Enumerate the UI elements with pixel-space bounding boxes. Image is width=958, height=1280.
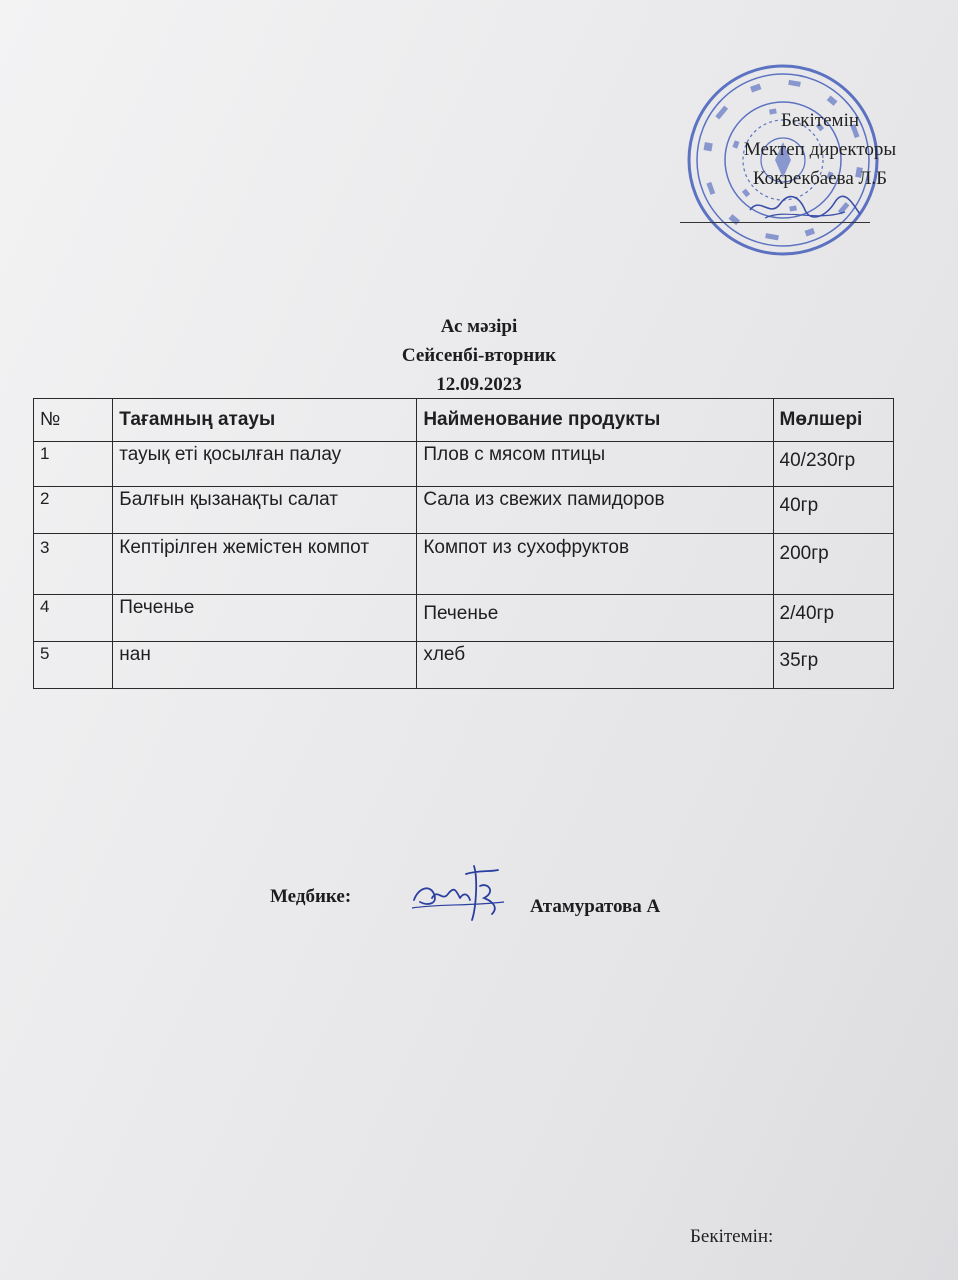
table-row [34, 487, 894, 534]
table-row [34, 534, 894, 595]
header-num: № [34, 399, 113, 442]
table-row [34, 442, 894, 487]
row-dish-kz: тауық еті қосылған палау [113, 442, 417, 487]
approval-block [720, 106, 920, 193]
menu-day: Сейсенбі-вторник [401, 345, 557, 366]
footer-approval: Бекітемін: [690, 1226, 774, 1247]
row-quantity: 200гр [773, 534, 893, 595]
menu-heading: Ас мәзірі [440, 316, 518, 337]
table-header-row [34, 399, 894, 442]
approval-position: Мектеп директоры [743, 139, 897, 160]
row-quantity: 40гр [773, 487, 893, 534]
row-dish-kz: Кептірілген жемістен компот [113, 534, 417, 595]
approval-title: Бекітемін [780, 110, 860, 131]
row-num: 2 [34, 487, 113, 534]
nurse-name: Атамуратова А [530, 896, 661, 917]
approval-signature-line [680, 222, 870, 223]
row-dish-ru: Компот из сухофруктов [417, 534, 773, 595]
row-dish-kz: нан [113, 642, 417, 689]
approval-director-name: Кокрекбаева Л.Б [752, 168, 888, 189]
row-dish-ru: Плов с мясом птицы [417, 442, 773, 487]
row-num: 4 [34, 595, 113, 642]
nurse-signature-icon [408, 858, 508, 928]
row-dish-kz: Балғын қызанақты салат [113, 487, 417, 534]
menu-table [33, 398, 894, 689]
row-dish-ru: Сала из свежих памидоров [417, 487, 773, 534]
row-quantity: 2/40гр [773, 595, 893, 642]
row-dish-ru: Печенье [417, 595, 773, 642]
row-quantity: 40/230гр [773, 442, 893, 487]
row-dish-kz: Печенье [113, 595, 417, 642]
row-dish-ru: хлеб [417, 642, 773, 689]
nurse-label: Медбике: [270, 886, 352, 907]
row-quantity: 35гр [773, 642, 893, 689]
table-row [34, 642, 894, 689]
row-num: 1 [34, 442, 113, 487]
header-dish-ru: Найменование продукты [417, 399, 773, 442]
menu-date: 12.09.2023 [436, 374, 522, 395]
header-dish-kz: Тағамның атауы [113, 399, 417, 442]
row-num: 3 [34, 534, 113, 595]
menu-title [0, 312, 958, 399]
row-num: 5 [34, 642, 113, 689]
header-quantity: Мөлшері [773, 399, 893, 442]
table-row [34, 595, 894, 642]
